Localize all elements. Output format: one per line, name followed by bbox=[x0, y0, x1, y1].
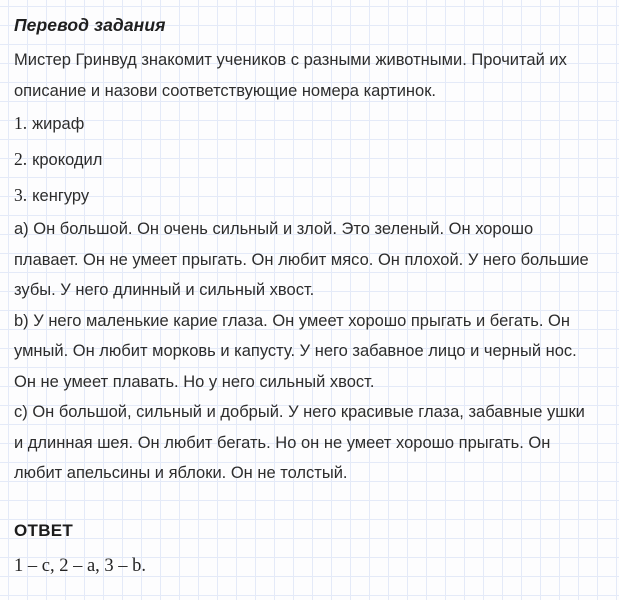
task-translation-title: Перевод задания bbox=[14, 15, 166, 35]
description-paragraph-c bbox=[14, 397, 605, 489]
animal-label: кенгуру bbox=[32, 187, 90, 205]
animal-item-crocodile bbox=[14, 142, 605, 178]
intro-line: Мистер Гринвуд знакомит учеников с разными животными. Прочитай их bbox=[14, 51, 567, 69]
answer-heading: ОТВЕТ bbox=[14, 520, 74, 540]
description-line: зубы. У него длинный и сильный хвост. bbox=[14, 281, 315, 299]
description-line: Он не умеет плавать. Но у него сильный хвост. bbox=[14, 372, 375, 391]
description-line: a) Он большой. Он очень сильный и злой. Это зеленый. Он хорошо bbox=[14, 220, 534, 238]
description-line: b) У него маленькие карие глаза. Он умеет хорошо прыгать и бегать. Он bbox=[14, 311, 570, 330]
animal-number: 2. bbox=[14, 149, 28, 169]
animal-number: 3. bbox=[14, 185, 28, 205]
description-paragraph-a bbox=[14, 214, 605, 306]
description-line: c) Он большой, сильный и добрый. У него красивые глаза, забавные ушки bbox=[14, 403, 585, 421]
animal-label: крокодил bbox=[32, 151, 103, 169]
animal-item-kangaroo bbox=[14, 178, 605, 214]
description-paragraph-b bbox=[14, 306, 605, 398]
animal-descriptions bbox=[14, 214, 605, 489]
animal-item-giraffe bbox=[14, 106, 605, 142]
intro-paragraph bbox=[14, 45, 605, 106]
description-line: любит апельсины и яблоки. Он не толстый. bbox=[14, 464, 348, 482]
description-line: и длинная шея. Он любит бегать. Но он не умеет хорошо прыгать. Он bbox=[14, 433, 551, 452]
animal-label: жираф bbox=[32, 115, 85, 133]
description-line: плавает. Он не умеет прыгать. Он любит мясо. Он плохой. У него большие bbox=[14, 250, 589, 269]
intro-line: описание и назови соответствующие номера картинок. bbox=[14, 81, 437, 100]
animal-list bbox=[14, 106, 605, 214]
description-line: умный. Он любит морковь и капусту. У него забавное лицо и черный нос. bbox=[14, 342, 577, 360]
animal-number: 1. bbox=[14, 113, 28, 133]
answer-text: 1 – c, 2 – a, 3 – b. bbox=[14, 555, 147, 576]
